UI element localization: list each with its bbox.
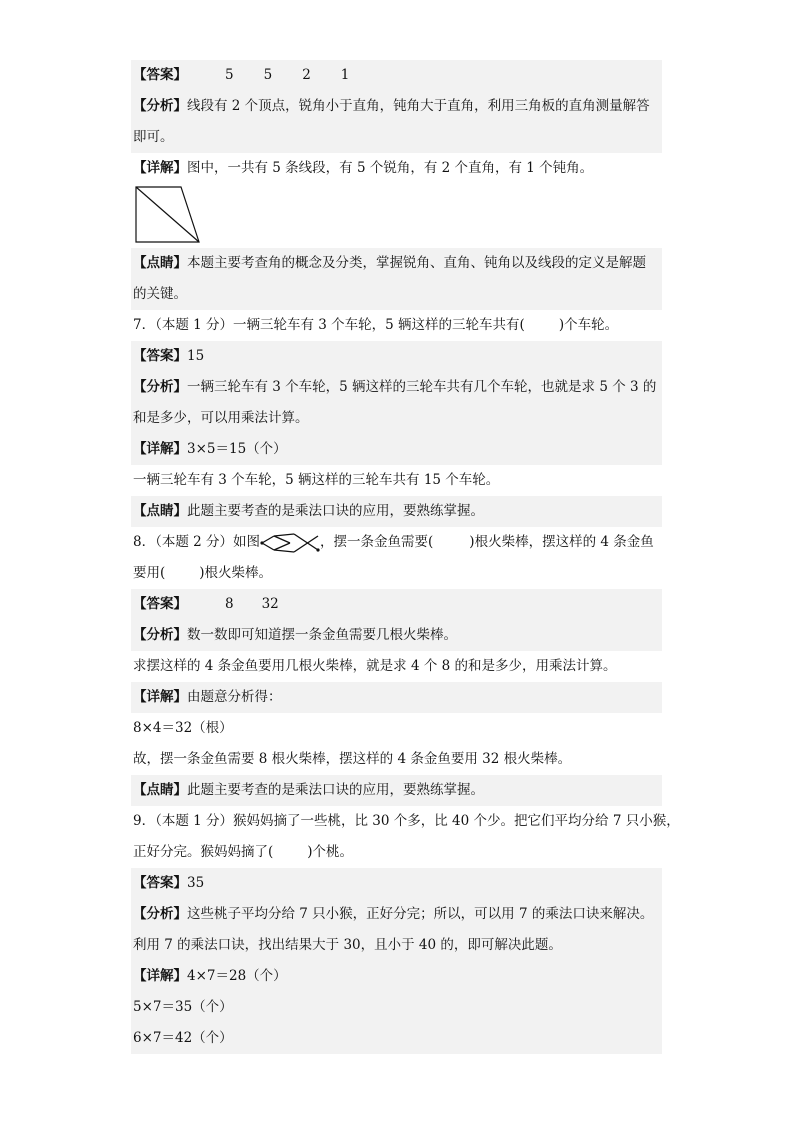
comment-text: 此题主要考查的是乘法口诀的应用，要熟练掌握。: [187, 782, 484, 798]
analysis-label: 【分析】: [133, 627, 187, 643]
question-text: )根火柴棒。: [199, 565, 273, 581]
analysis-text: 数一数即可知道摆一条金鱼需要几根火柴棒。: [187, 627, 457, 643]
comment-label: 【点睛】: [133, 782, 187, 798]
answer-value: 1: [340, 67, 350, 83]
q6-analysis-row: [131, 91, 662, 122]
detail-formula: 8×4＝32（根）: [133, 720, 233, 736]
q9-analysis-row-2: [131, 930, 662, 961]
analysis-text: 和是多少，可以用乘法计算。: [133, 410, 309, 426]
q9-analysis-row: [131, 899, 662, 930]
comment-text: 本题主要考查角的概念及分类，掌握锐角、直角、钝角以及线段的定义是解题: [187, 255, 646, 271]
analysis-text: 这些桃子平均分给 7 只小猴，正好分完；所以，可以用 7 的乘法口诀来解决。: [187, 906, 654, 922]
q7-analysis-row: [131, 372, 662, 403]
comment-label: 【点睛】: [133, 503, 187, 519]
detail-text: 由题意分析得：: [187, 689, 282, 705]
detail-text: 一辆三轮车有 3 个车轮，5 辆这样的三轮车共有 15 个车轮。: [133, 472, 500, 488]
q8-analysis-row-2: [131, 651, 662, 682]
detail-formula: 3×5＝15（个）: [187, 441, 287, 457]
q8-question-row-2: [131, 558, 662, 589]
analysis-label: 【分析】: [133, 98, 187, 114]
q6-answer-row: [131, 60, 662, 91]
detail-text: 故，摆一条金鱼需要 8 根火柴棒，摆这样的 4 条金鱼要用 32 根火柴棒。: [133, 751, 572, 767]
comment-text: 此题主要考查的是乘法口诀的应用，要熟练掌握。: [187, 503, 484, 519]
q9-detail-row-3: [131, 1023, 662, 1054]
detail-label: 【详解】: [133, 160, 187, 176]
question-text: )根火柴棒，摆这样的 4 条金鱼: [469, 534, 654, 550]
question-text: 8．（本题 2 分）如图: [133, 534, 261, 550]
answer-value: 32: [261, 596, 279, 612]
q7-detail-row: [131, 434, 662, 465]
answer-label: 【答案】: [133, 875, 187, 891]
matchstick-fish-figure: [260, 532, 320, 554]
question-text: )个桃。: [307, 844, 354, 860]
q9-question-row: [131, 806, 680, 837]
detail-formula: 6×7＝42（个）: [133, 1030, 233, 1046]
answer-value: 5: [225, 67, 234, 83]
analysis-text: 一辆三轮车有 3 个车轮，5 辆这样的三轮车共有几个车轮，也就是求 5 个 3 的: [187, 379, 657, 395]
answer-value: 8: [225, 596, 234, 612]
q9-detail-row: [131, 961, 662, 992]
answer-value: 15: [187, 348, 205, 364]
q8-detail-row: [131, 682, 662, 713]
q8-comment-row: [131, 775, 662, 806]
detail-formula: 4×7＝28（个）: [187, 968, 287, 984]
analysis-label: 【分析】: [133, 906, 187, 922]
answer-label: 【答案】: [133, 67, 187, 83]
analysis-label: 【分析】: [133, 379, 187, 395]
analysis-text: 利用 7 的乘法口诀，找出结果大于 30，且小于 40 的，即可解决此题。: [133, 937, 562, 953]
question-text: 9．（本题 1 分）猴妈妈摘了一些桃，比 30 个多，比 40 个少。把它们平均分给 7 只小猴，: [133, 813, 680, 829]
detail-label: 【详解】: [133, 968, 187, 984]
q9-detail-row-2: [131, 992, 662, 1023]
q6-comment-row-2: [131, 279, 662, 310]
question-text: 7．（本题 1 分）一辆三轮车有 3 个车轮，5 辆这样的三轮车共有(: [133, 317, 525, 333]
analysis-text: 线段有 2 个顶点，锐角小于直角，钝角大于直角，利用三角板的直角测量解答: [187, 98, 650, 114]
q6-figure-row: [131, 184, 662, 248]
q8-analysis-row: [131, 620, 662, 651]
question-text: ，摆一条金鱼需要(: [320, 534, 434, 550]
q7-detail-row-2: [131, 465, 662, 496]
analysis-text: 求摆这样的 4 条金鱼要用几根火柴棒，就是求 4 个 8 的和是多少，用乘法计算。: [133, 658, 617, 674]
analysis-text: 即可。: [133, 129, 174, 145]
q8-detail-row-2: [131, 713, 662, 744]
q6-detail-row: [131, 153, 662, 184]
trapezoid-figure: [135, 186, 201, 244]
detail-label: 【详解】: [133, 441, 187, 457]
question-text: 正好分完。猴妈妈摘了(: [133, 844, 274, 860]
detail-label: 【详解】: [133, 689, 187, 705]
q6-analysis-row-2: [131, 122, 662, 153]
answer-value: 35: [187, 875, 205, 891]
answer-label: 【答案】: [133, 348, 187, 364]
answer-value: 5: [263, 67, 273, 83]
comment-text: 的关键。: [133, 286, 187, 302]
q9-question-row-2: [131, 837, 662, 868]
detail-formula: 5×7＝35（个）: [133, 999, 233, 1015]
worksheet-content: [131, 60, 680, 1054]
question-text: )个车轮。: [558, 317, 619, 333]
answer-label: 【答案】: [133, 596, 187, 612]
answer-value: 2: [302, 67, 311, 83]
q7-comment-row: [131, 496, 662, 527]
comment-label: 【点睛】: [133, 255, 187, 271]
detail-text: 图中，一共有 5 条线段，有 5 个锐角，有 2 个直角，有 1 个钝角。: [187, 160, 594, 176]
question-text: 要用(: [133, 565, 166, 581]
q6-comment-row: [131, 248, 662, 279]
q9-answer-row: [131, 868, 662, 899]
q8-answer-row: [131, 589, 662, 620]
q8-question-row: [131, 527, 662, 558]
q7-analysis-row-2: [131, 403, 662, 434]
q7-question-row: [131, 310, 662, 341]
q7-answer-row: [131, 341, 662, 372]
q8-detail-row-3: [131, 744, 662, 775]
